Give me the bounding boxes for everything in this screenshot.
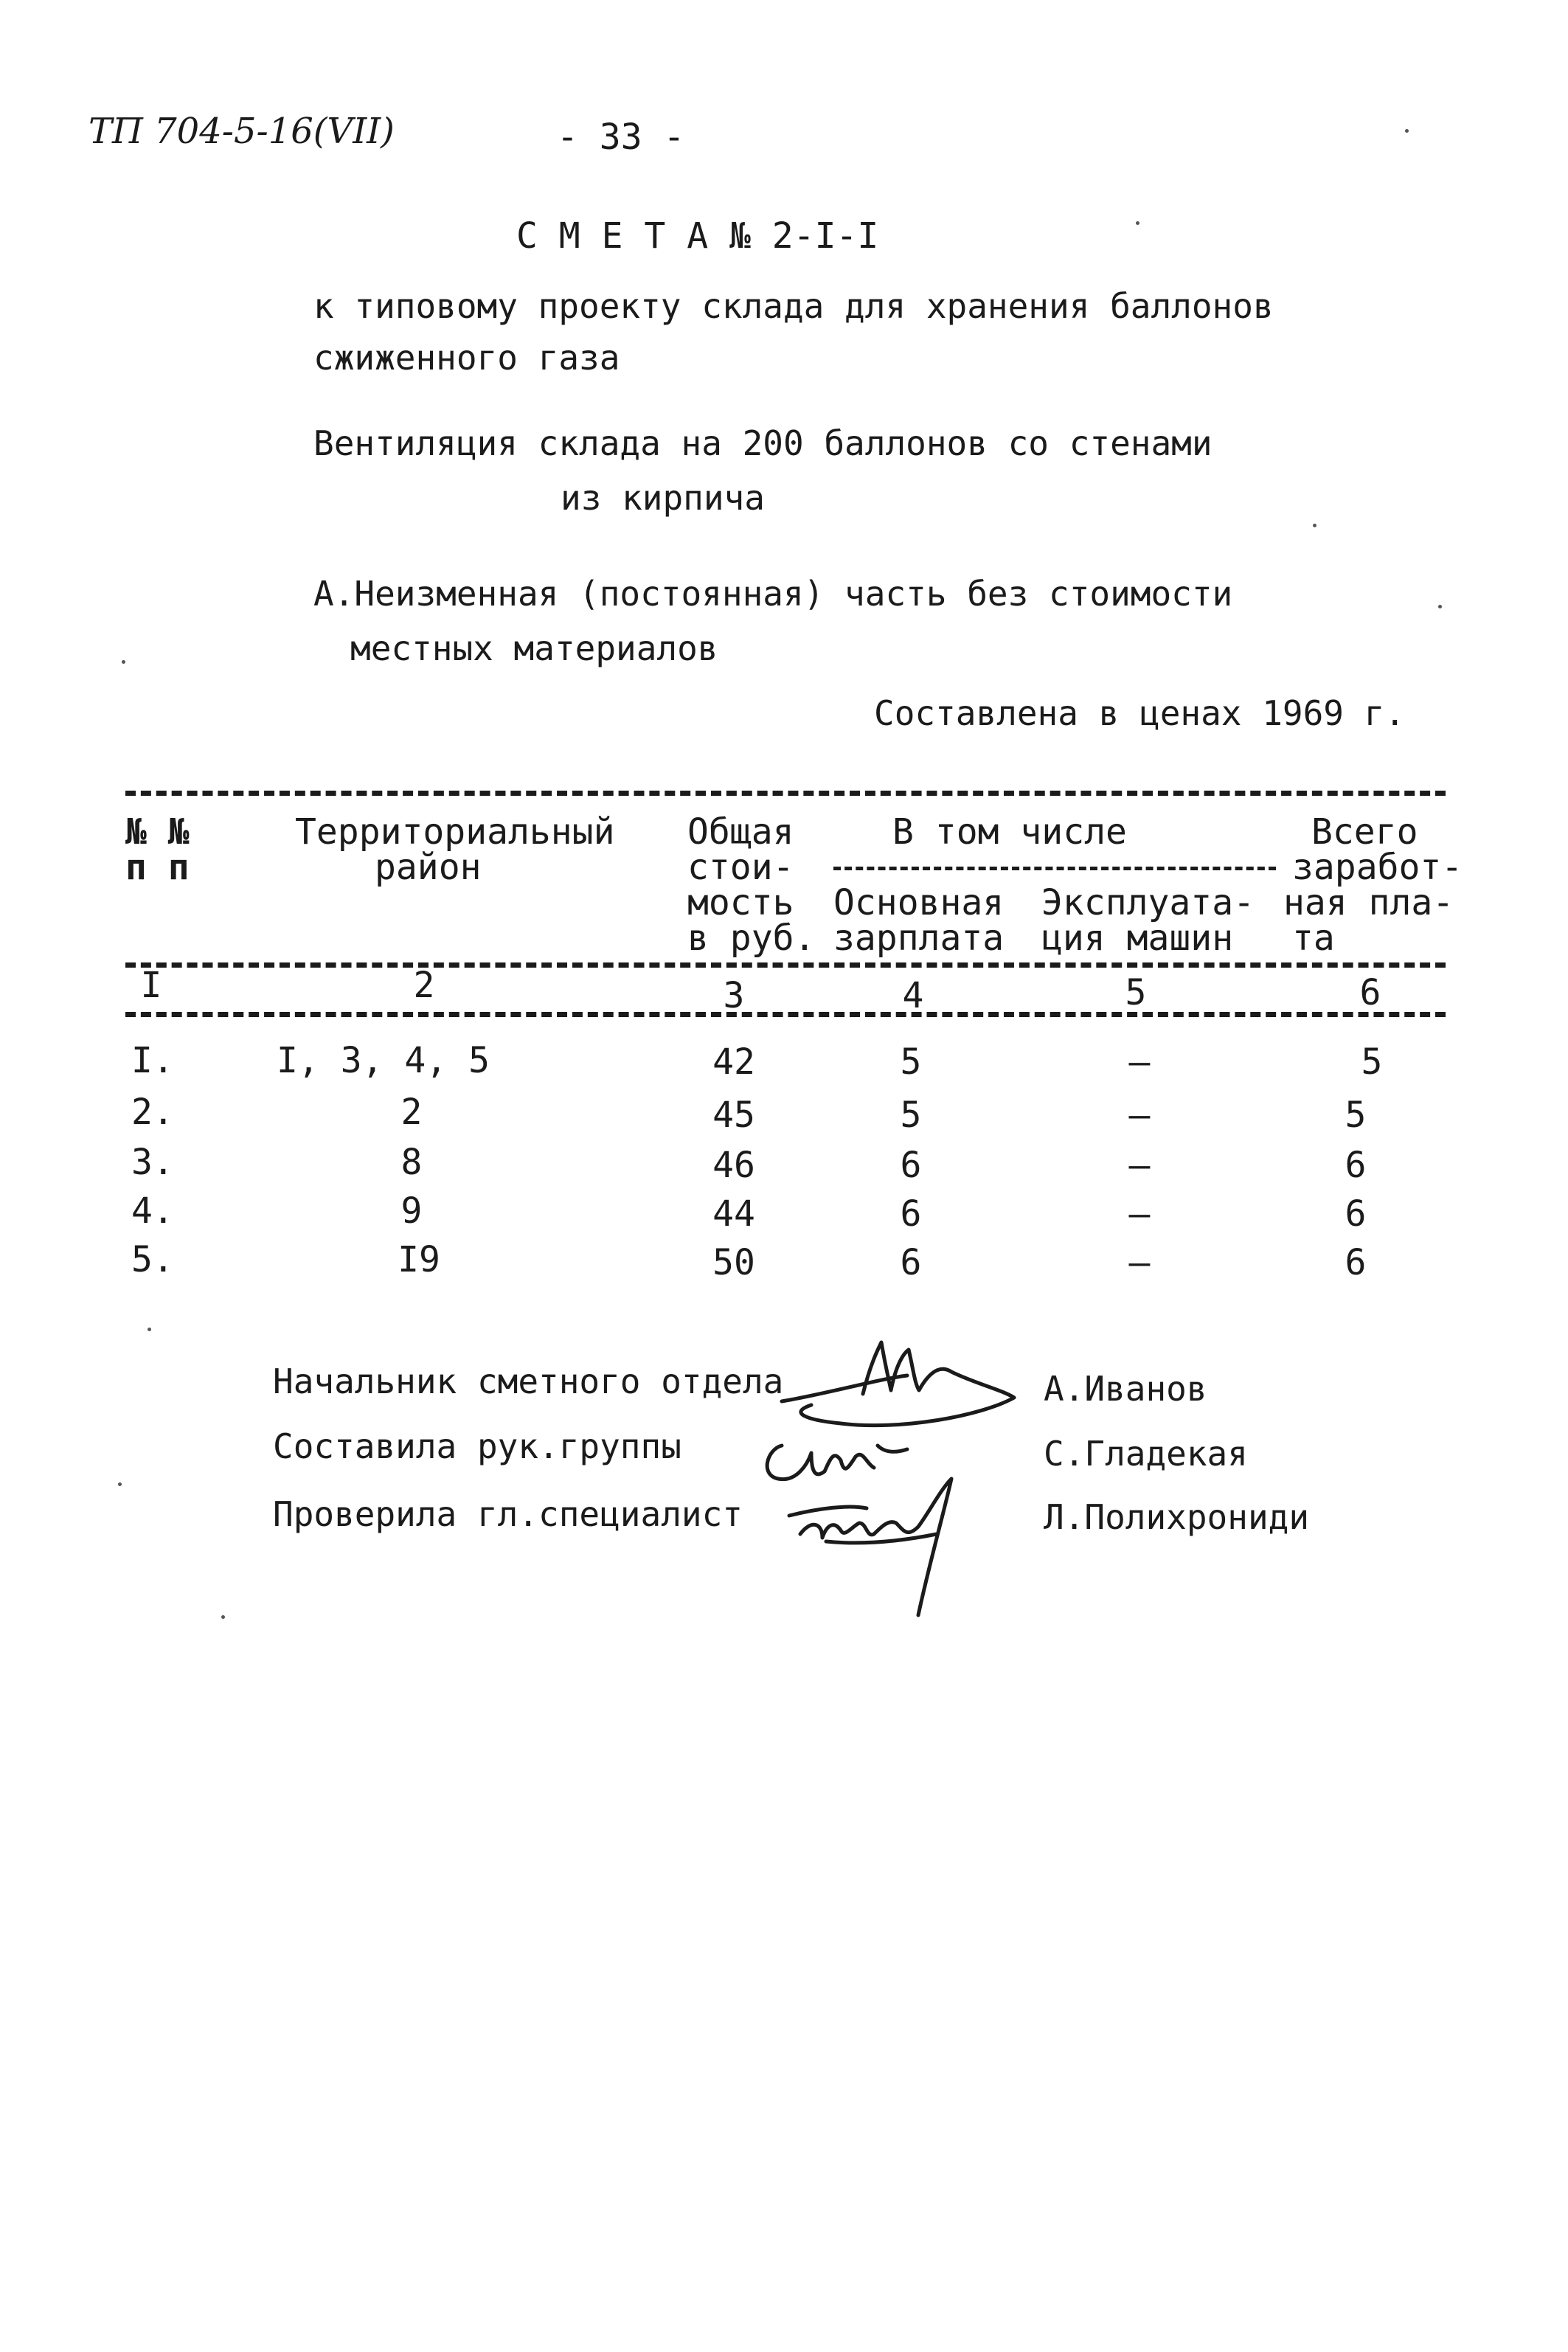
table-top-rule: [125, 791, 1446, 796]
subtitle-line-1: к типовому проекту склада для хранения баллонов: [313, 286, 1274, 326]
row-total: 44: [712, 1193, 755, 1235]
header-wages-line4: та: [1292, 917, 1335, 959]
row-region: I9: [398, 1239, 440, 1280]
scan-speck: [118, 1482, 122, 1486]
scan-speck: [1136, 221, 1139, 225]
column-number: 4: [902, 975, 924, 1016]
subtitle-line-2: сжиженного газа: [313, 338, 620, 378]
header-wages-line3: ная пла-: [1283, 882, 1454, 923]
section-line-1: Вентиляция склада на 200 баллонов со стенами: [313, 423, 1213, 463]
header-total-line3: мость: [687, 882, 794, 923]
header-region-line2: район: [375, 847, 482, 888]
column-number: 6: [1359, 972, 1381, 1013]
header-group-label: В том числе: [892, 811, 1127, 853]
table-header-rule: [125, 962, 1446, 968]
scan-speck: [148, 1328, 151, 1331]
row-salary: 6: [900, 1242, 922, 1283]
row-num: I.: [131, 1040, 174, 1081]
row-machines: –: [1128, 1095, 1151, 1136]
row-wages: 6: [1345, 1145, 1367, 1186]
row-machines: –: [1128, 1193, 1151, 1235]
header-region-line1: Территориальный: [295, 811, 615, 853]
column-number: 2: [413, 965, 435, 1006]
row-region: 8: [400, 1142, 423, 1183]
header-wages-line2: заработ-: [1292, 847, 1463, 888]
row-num: 5.: [131, 1239, 174, 1280]
header-machines-line1: Эксплуата-: [1041, 882, 1255, 923]
doc-code: ТП 704-5-16(VII): [89, 111, 395, 152]
part-line-2: местных материалов: [350, 628, 718, 668]
row-region: 2: [400, 1092, 423, 1133]
signature-role-1: Начальник сметного отдела: [273, 1361, 784, 1401]
row-salary: 5: [900, 1095, 922, 1136]
row-machines: –: [1128, 1145, 1151, 1186]
column-number: I: [140, 965, 162, 1006]
row-num: 3.: [131, 1142, 174, 1183]
signature-role-2: Составила рук.группы: [273, 1426, 681, 1466]
signature-name-3: Л.Полихрониди: [1044, 1497, 1310, 1537]
row-machines: –: [1128, 1041, 1151, 1083]
page-number: - 33 -: [557, 117, 685, 158]
signature-role-3: Проверила гл.специалист: [273, 1494, 743, 1534]
row-region: 9: [400, 1190, 423, 1232]
header-group-rule: [833, 867, 1276, 870]
section-line-2: из кирпича: [561, 478, 765, 518]
header-salary-line2: зарплата: [833, 917, 1005, 959]
header-total-line4: в руб.: [687, 917, 816, 959]
row-salary: 5: [900, 1041, 922, 1083]
row-salary: 6: [900, 1145, 922, 1186]
row-total: 50: [712, 1242, 755, 1283]
row-salary: 6: [900, 1193, 922, 1235]
row-wages: 5: [1345, 1095, 1367, 1136]
row-total: 45: [712, 1095, 755, 1136]
header-total-line2: стои-: [687, 847, 794, 888]
column-number: 5: [1125, 972, 1147, 1013]
header-wages-line1: Всего: [1311, 811, 1418, 853]
part-line-1: А.Неизменная (постоянная) часть без стоимости: [313, 574, 1233, 614]
header-total-line1: Общая: [687, 811, 794, 853]
header-machines-line2: ция машин: [1041, 917, 1234, 959]
signature-name-2: С.Гладекая: [1044, 1434, 1248, 1474]
column-number: 3: [723, 975, 745, 1016]
row-machines: –: [1128, 1242, 1151, 1283]
column-numbers-rule: [125, 1012, 1446, 1017]
scan-speck: [1438, 605, 1442, 608]
row-num: 4.: [131, 1190, 174, 1232]
scan-speck: [221, 1615, 225, 1619]
header-salary-line1: Основная: [833, 882, 1005, 923]
row-wages: 6: [1345, 1193, 1367, 1235]
header-num-line1: № №: [125, 811, 190, 853]
row-region: I, 3, 4, 5: [277, 1040, 490, 1081]
page-title: С М Е Т А № 2-I-I: [516, 215, 879, 257]
row-wages: 6: [1345, 1242, 1367, 1283]
scan-speck: [1405, 129, 1409, 133]
handwritten-signatures: [738, 1320, 1047, 1645]
header-num-line2: п п: [125, 847, 190, 888]
row-total: 46: [712, 1145, 755, 1186]
scan-speck: [1313, 524, 1317, 527]
signature-name-1: А.Иванов: [1044, 1369, 1207, 1409]
row-num: 2.: [131, 1092, 174, 1133]
row-total: 42: [712, 1041, 755, 1083]
prices-note: Составлена в ценах 1969 г.: [874, 693, 1406, 733]
scan-speck: [122, 660, 125, 664]
row-wages: 5: [1361, 1041, 1383, 1083]
